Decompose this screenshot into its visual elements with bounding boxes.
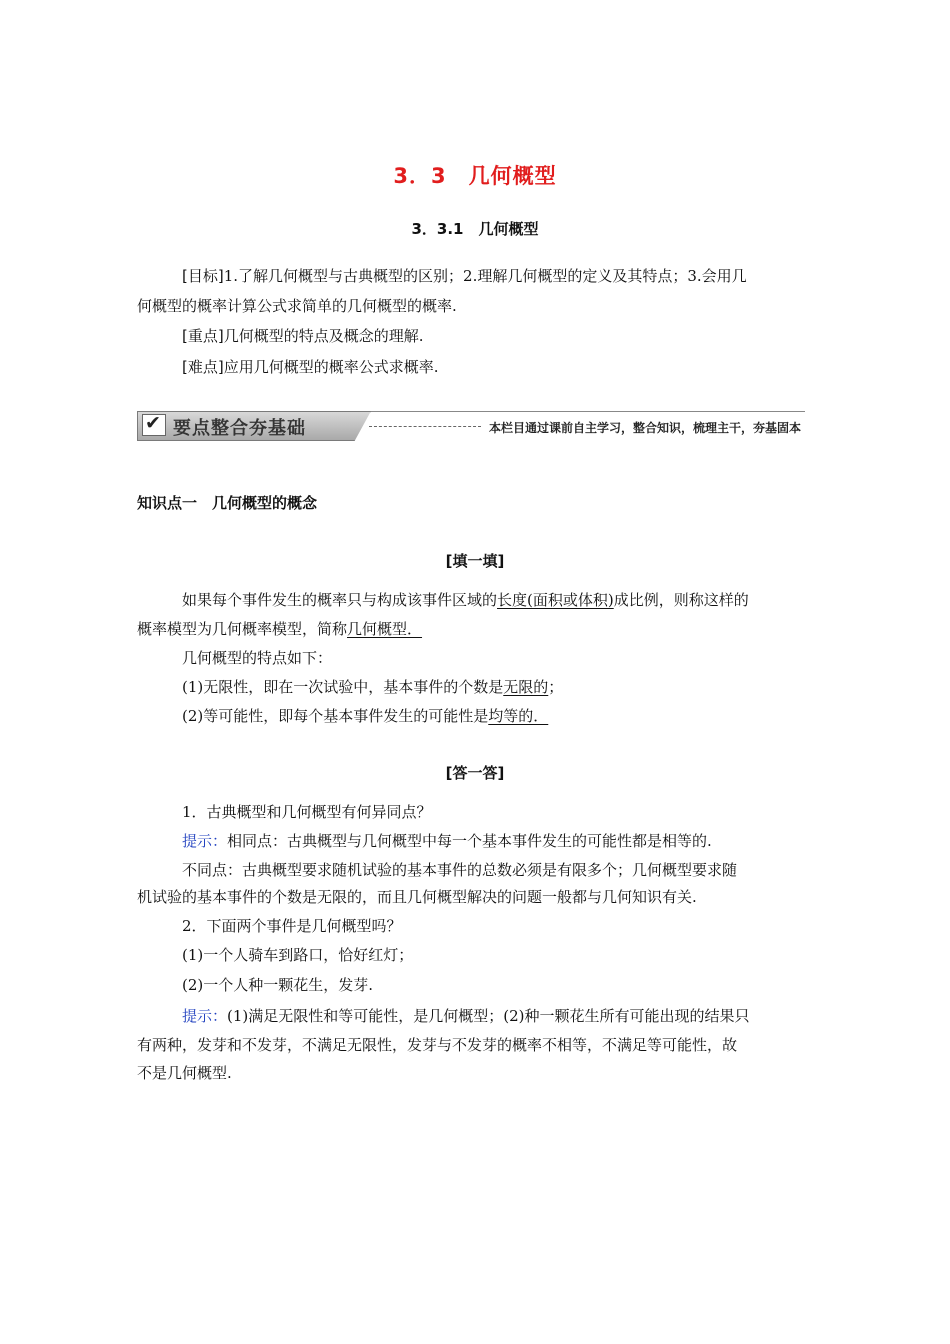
qa-heading: [答一答] (445, 764, 505, 782)
question-2-item-2: (2)一个人种一颗花生，发芽. (182, 976, 374, 994)
feature-equal-likelihood: (2)等可能性，即每个基本事件发生的可能性是均等的． (182, 707, 549, 725)
difficult-tag: [难点] (182, 358, 224, 376)
hint-label: 提示： (182, 832, 228, 850)
target-text: 1.了解几何概型与古典概型的区别；2.理解几何概型的定义及其特点；3.会用几 (223, 267, 747, 285)
answer-2-line-3: 不是几何概型. (137, 1064, 232, 1082)
features-intro: 几何概型的特点如下： (182, 649, 333, 667)
page-title: 3．3 几何概型 (393, 164, 557, 188)
difficult-text: 应用几何概型的概率公式求概率. (223, 358, 439, 376)
definition-line-1: 如果每个事件发生的概率只与构成该事件区域的长度(面积或体积)成比例，则称这样的 (182, 591, 749, 609)
banner-note: 本栏目通过课前自主学习，整合知识，梳理主干，夯基固本 (489, 421, 802, 435)
banner-rule (362, 411, 805, 412)
answer-2-line-2: 有两种，发芽和不发芽，不满足无限性，发芽与不发芽的概率不相等，不满足等可能性，故 (137, 1036, 738, 1054)
key-text: 几何概型的特点及概念的理解. (223, 327, 424, 345)
feature-infinite: (1)无限性，即在一次试验中，基本事件的个数是无限的； (182, 678, 564, 696)
answer-1-line-2: 不同点：古典概型要求随机试验的基本事件的总数必须是有限多个；几何概型要求随 (182, 861, 738, 879)
knowledge-heading: 知识点一 几何概型的概念 (137, 494, 318, 512)
question-2: 2．下面两个事件是几何概型吗？ (182, 917, 402, 935)
key-point-line (182, 326, 424, 346)
checkmark-icon: ✔ (142, 414, 166, 436)
answer-2-line-1: 提示：(1)满足无限性和等可能性，是几何概型；(2)种一颗花生所有可能出现的结果只 (182, 1007, 750, 1025)
question-2-item-1: (1)一个人骑车到路口，恰好红灯； (182, 946, 414, 964)
key-tag: [重点] (182, 327, 224, 345)
banner-label: 要点整合夯基础 (173, 418, 306, 439)
blank-answer: 几何概型． (347, 620, 423, 638)
blank-answer: 长度(面积或体积) (497, 591, 614, 609)
answer-1-line-1: 提示：相同点：古典概型与几何概型中每一个基本事件发生的可能性都是相等的. (182, 832, 712, 850)
definition-line-2: 概率模型为几何概率模型，简称几何概型． (137, 620, 423, 638)
answer-1-line-3: 机试验的基本事件的个数是无限的，而且几何概型解决的问题一般都与几何知识有关. (137, 888, 697, 906)
blank-answer: 均等的． (488, 707, 549, 725)
target-line-1 (182, 266, 747, 286)
question-1: 1．古典概型和几何概型有何异同点？ (182, 803, 432, 821)
banner-dashed-divider (369, 426, 481, 427)
blank-answer: 无限的 (503, 678, 549, 696)
difficult-point-line (182, 357, 439, 377)
fill-heading: [填一填] (445, 552, 505, 570)
target-line-2: 何概型的概率计算公式求简单的几何概型的概率. (137, 297, 457, 315)
section-subtitle: 3．3.1 几何概型 (411, 220, 539, 238)
hint-label: 提示： (182, 1007, 228, 1025)
section-banner (137, 409, 805, 441)
target-tag: [目标] (182, 267, 224, 285)
